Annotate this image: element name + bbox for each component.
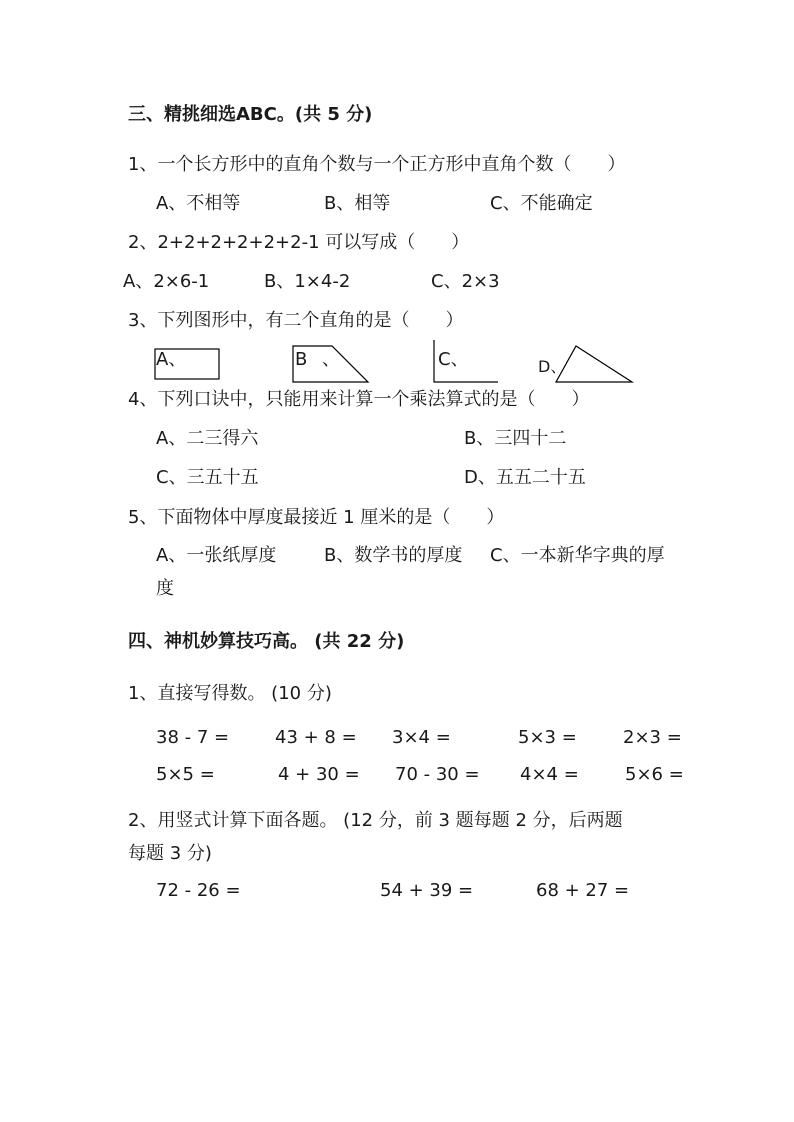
calc-item[interactable]: 3×4 = [392,727,451,748]
calc-item[interactable]: 5×3 = [518,727,577,748]
q3-option-b-sep: 、 [322,349,340,370]
calc-item[interactable]: 2×3 = [623,727,682,748]
calc-item[interactable]: 38 - 7 = [156,727,230,748]
calc-item[interactable]: 4×4 = [520,764,579,785]
q4-option-c[interactable]: C、三五十五 [156,467,259,488]
q5-option-c[interactable]: C、一本新华字典的厚 [490,545,665,566]
q2-stem: 2、2+2+2+2+2+2-1 可以写成（ ） [128,232,470,253]
s4-q1-stem: 1、直接写得数。 (10 分) [128,683,332,704]
q2-option-a[interactable]: A、2×6-1 [123,271,210,292]
q5-option-a[interactable]: A、一张纸厚度 [156,545,277,566]
rectangle-shape [152,346,222,382]
calc-item[interactable]: 5×5 = [156,764,215,785]
calc-item[interactable]: 5×6 = [625,764,684,785]
s4-q2-stem-continued: 每题 3 分) [128,843,212,864]
q2-option-b[interactable]: B、1×4-2 [264,271,351,292]
triangle-shape [552,342,636,386]
right-trapezoid-shape [290,343,372,385]
section3-title: 三、精挑细选ABC。(共 5 分) [128,104,373,125]
q1-option-b[interactable]: B、相等 [324,193,391,214]
q1-option-a[interactable]: A、不相等 [156,193,241,214]
section4-title: 四、神机妙算技巧高。 (共 22 分) [128,631,405,652]
q3-option-d-label[interactable]: D、 [538,357,567,376]
calc-item[interactable]: 70 - 30 = [395,764,480,785]
q1-stem: 1、一个长方形中的直角个数与一个正方形中直角个数（ ） [128,154,626,175]
q3-option-a-label[interactable]: A、 [156,349,187,370]
q4-option-a[interactable]: A、二三得六 [156,428,259,449]
q5-stem: 5、下面物体中厚度最接近 1 厘米的是（ ） [128,507,505,528]
q4-option-d[interactable]: D、五五二十五 [464,467,586,488]
q3-option-b-label[interactable]: B [295,349,308,370]
q5-option-b[interactable]: B、数学书的厚度 [324,545,463,566]
vertical-calc-item[interactable]: 72 - 26 = [156,880,241,901]
calc-item[interactable]: 4 + 30 = [278,764,360,785]
q2-option-c[interactable]: C、2×3 [431,271,500,292]
right-angle-shape [430,338,502,386]
calc-item[interactable]: 43 + 8 = [275,727,357,748]
vertical-calc-item[interactable]: 68 + 27 = [536,880,630,901]
q4-option-b[interactable]: B、三四十二 [464,428,567,449]
q5-option-c-continued: 度 [156,578,174,599]
q3-option-c-label[interactable]: C、 [438,349,469,370]
q1-option-c[interactable]: C、不能确定 [490,193,593,214]
q4-stem: 4、下列口诀中，只能用来计算一个乘法算式的是（ ） [128,389,590,410]
s4-q2-stem: 2、用竖式计算下面各题。 (12 分，前 3 题每题 2 分，后两题 [128,810,623,831]
q3-stem: 3、下列图形中，有二个直角的是（ ） [128,310,464,331]
vertical-calc-item[interactable]: 54 + 39 = [380,880,474,901]
